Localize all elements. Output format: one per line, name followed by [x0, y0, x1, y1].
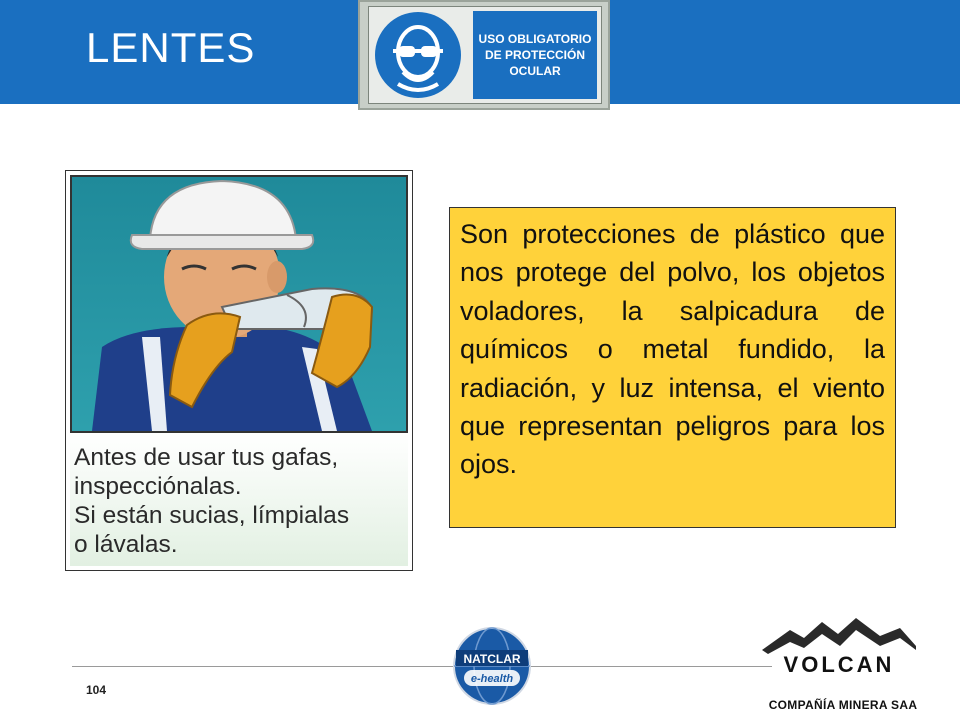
slide-title: LENTES — [86, 24, 256, 71]
worker-illustration — [65, 170, 413, 571]
caption-line: o lávalas. — [74, 531, 178, 558]
volcan-logo — [760, 616, 918, 678]
natclar-logo — [452, 626, 532, 706]
sign-line-3: OCULAR — [509, 64, 561, 78]
page-number: 104 — [86, 683, 107, 697]
svg-text:e-health: e-health — [470, 673, 514, 685]
sign-line-1: USO OBLIGATORIO — [478, 32, 592, 46]
sign-text — [473, 11, 597, 99]
sign-line-2: DE PROTECCIÓN — [484, 48, 585, 62]
footer-divider — [72, 666, 772, 667]
worker-with-goggles-image — [70, 175, 408, 433]
caption-line: Si están sucias, límpialas — [74, 502, 350, 529]
sign-panel — [368, 6, 602, 104]
svg-text:NATCLAR: NATCLAR — [463, 652, 521, 666]
svg-text:VOLCAN: VOLCAN — [783, 652, 895, 677]
caption-line: inspecciónalas. — [74, 473, 242, 500]
illustration-caption — [70, 433, 408, 566]
eye-protection-sign — [358, 0, 610, 110]
goggles-mandatory-icon — [373, 10, 463, 100]
caption-line: Antes de usar tus gafas, — [74, 444, 339, 471]
company-name: COMPAÑÍA MINERA SAA — [768, 698, 918, 712]
info-box: Son protecciones de plástico que nos protege del polvo, los objetos voladores, la salpicadura de químicos o metal fundido, la radiación, y luz intensa, el viento que representan peligros para los ojos. — [449, 207, 896, 528]
